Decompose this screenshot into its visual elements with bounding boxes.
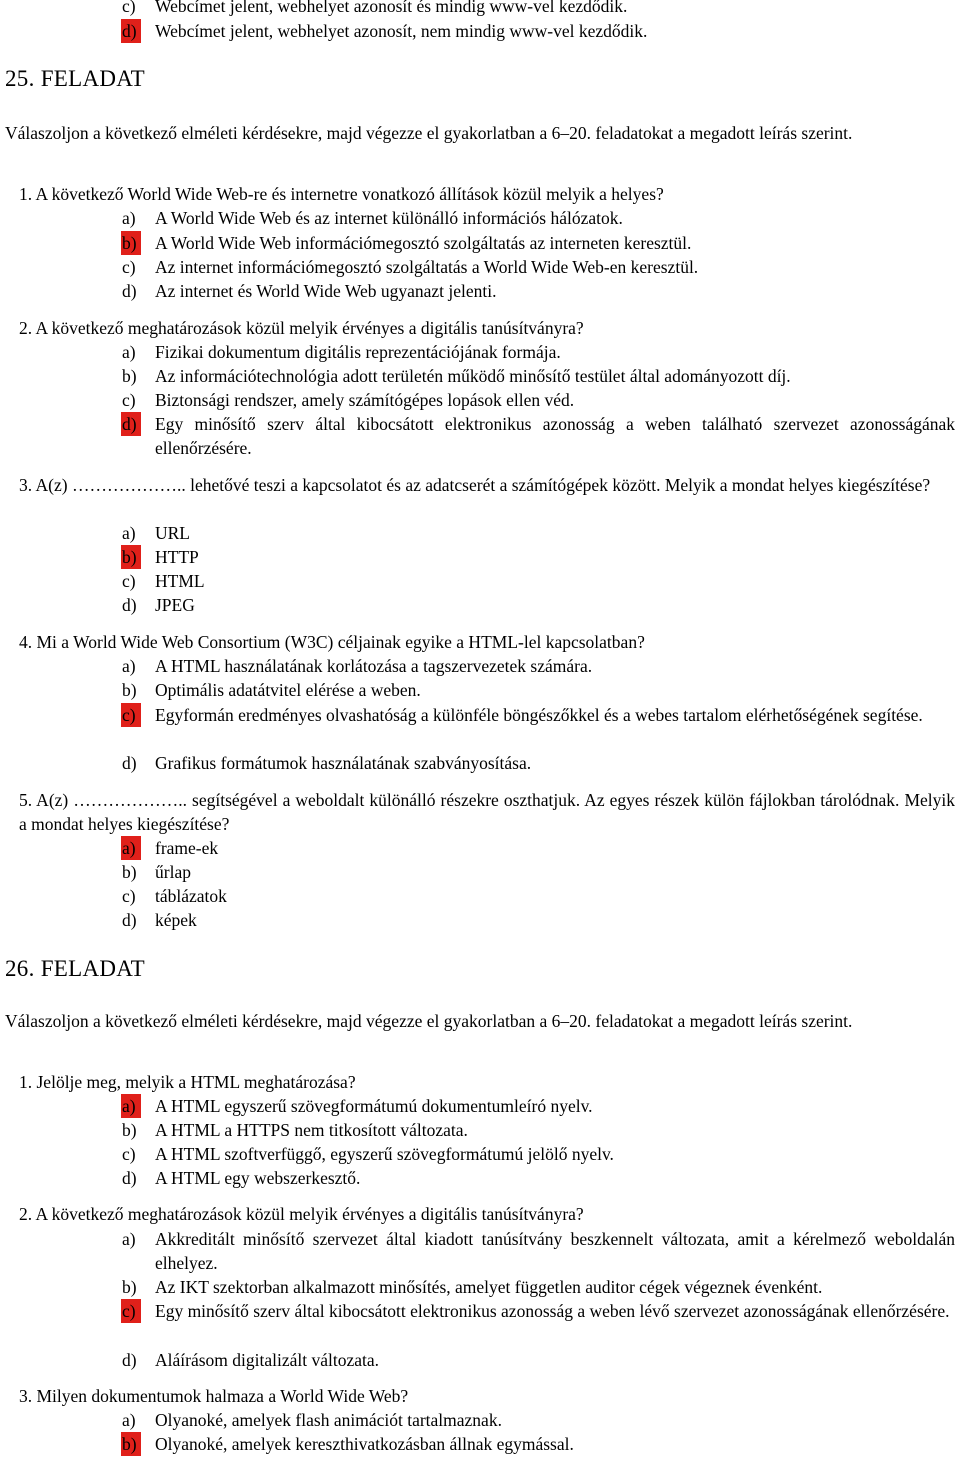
option-text: Egyformán eredményes olvashatóság a különféle böngészőkkel és a webes tartalom elérhetőségének segítése.	[155, 705, 923, 725]
option-letter: a)	[122, 1229, 136, 1249]
option-c	[122, 0, 628, 18]
option-a	[122, 521, 190, 545]
option-d	[122, 751, 532, 775]
option-text: űrlap	[155, 862, 191, 882]
option-text: frame-ek	[155, 838, 219, 858]
answer-highlight: a)	[121, 836, 141, 860]
option-b-correct	[122, 231, 692, 255]
option-a-correct	[122, 1094, 593, 1118]
question: 4. Mi a World Wide Web Consortium (W3C) céljainak egyike a HTML-lel kapcsolatban?	[19, 632, 645, 652]
option-text: Olyanoké, amelyek flash animációt tartalmaznak.	[155, 1410, 502, 1430]
option-c	[122, 569, 205, 593]
option-letter: d)	[122, 1350, 137, 1370]
option-letter: c)	[122, 886, 136, 906]
option-text: Grafikus formátumok használatának szabványosítása.	[155, 753, 532, 773]
option-b-correct	[122, 545, 199, 569]
option-c	[122, 255, 699, 279]
option-d-correct	[122, 19, 648, 43]
option-a-correct	[122, 836, 219, 860]
option-letter: d)	[122, 1168, 137, 1188]
option-text: A HTML egyszerű szövegformátumú dokumentumleíró nyelv.	[155, 1096, 593, 1116]
option-text: Egy minősítő szerv által kibocsátott elektronikus azonosság a weben található szervezet azonosságának ellenőrzésére.	[155, 414, 955, 458]
option-c-correct	[122, 703, 923, 727]
option-c	[122, 388, 575, 412]
option-letter: a)	[122, 656, 136, 676]
question: 2. A következő meghatározások közül melyik érvényes a digitális tanúsítványra?	[19, 1204, 584, 1224]
option-text: Optimális adatátvitel elérése a weben.	[155, 680, 421, 700]
option-b	[122, 860, 191, 884]
task-intro: Válaszoljon a következő elméleti kérdésekre, majd végezze el gyakorlatban a 6–20. feladatokat a megadott leírás szerint.	[5, 123, 853, 143]
option-a	[122, 1408, 502, 1432]
option-text: HTML	[155, 571, 205, 591]
option-text: JPEG	[155, 595, 195, 615]
option-letter: d)	[122, 910, 137, 930]
question: 2. A következő meghatározások közül melyik érvényes a digitális tanúsítványra?	[19, 318, 584, 338]
option-text: A World Wide Web információmegosztó szolgáltatás az interneten keresztül.	[155, 233, 692, 253]
answer-highlight: b)	[121, 231, 141, 255]
option-letter: c)	[122, 257, 136, 277]
option-text: A HTML a HTTPS nem titkosított változata.	[155, 1120, 468, 1140]
option-letter: a)	[122, 1410, 136, 1430]
option-d	[122, 908, 197, 932]
option-d	[122, 1166, 361, 1190]
option-text: Az internet és World Wide Web ugyanazt jelenti.	[155, 281, 497, 301]
option-text: Fizikai dokumentum digitális reprezentációjának formája.	[155, 342, 561, 362]
task-heading: 25. FELADAT	[5, 66, 146, 91]
option-text: A HTML egy webszerkesztő.	[155, 1168, 361, 1188]
option-letter: b)	[122, 862, 137, 882]
option-c	[122, 884, 227, 908]
option-letter: d)	[122, 595, 137, 615]
answer-highlight: a)	[121, 1094, 141, 1118]
option-a	[122, 340, 561, 364]
answer-highlight: d)	[121, 19, 141, 43]
option-text: A HTML szoftverfüggő, egyszerű szövegformátumú jelölő nyelv.	[155, 1144, 614, 1164]
option-text: Olyanoké, amelyek kereszthivatkozásban állnak egymással.	[155, 1434, 574, 1454]
option-text: Az információtechnológia adott területén működő minősítő testület által adományozott díj.	[155, 366, 791, 386]
option-letter: a)	[122, 208, 136, 228]
option-text: képek	[155, 910, 197, 930]
option-letter: c)	[122, 571, 136, 591]
option-text: Akkreditált minősítő szervezet által kiadott tanúsítvány beszkennelt változata, amit a kérelmező weboldalán elhelyez.	[155, 1229, 955, 1273]
option-a	[122, 1227, 955, 1273]
option-text: Webcímet jelent, webhelyet azonosít és mindig www-vel kezdődik.	[155, 0, 628, 16]
option-b-correct	[122, 1432, 574, 1456]
option-c-correct	[122, 1299, 950, 1323]
option-b	[122, 364, 791, 388]
question: 1. A következő World Wide Web-re és internetre vonatkozó állítások közül melyik a helyes?	[19, 184, 664, 204]
option-text: A HTML használatának korlátozása a tagszervezetek számára.	[155, 656, 593, 676]
option-text: HTTP	[155, 547, 199, 567]
option-a	[122, 206, 623, 230]
answer-highlight: c)	[121, 1299, 141, 1323]
option-b	[122, 1275, 823, 1299]
option-text: Az internet információmegosztó szolgáltatás a World Wide Web-en keresztül.	[155, 257, 699, 277]
option-letter: b)	[122, 680, 137, 700]
option-letter: c)	[122, 1144, 136, 1164]
option-a	[122, 654, 593, 678]
option-letter: a)	[122, 342, 136, 362]
option-text: Aláírásom digitalizált változata.	[155, 1350, 380, 1370]
answer-highlight: b)	[121, 545, 141, 569]
question: 3. Milyen dokumentumok halmaza a World Wide Web?	[19, 1386, 409, 1406]
question: 5. A(z) ……………….. segítségével a weboldalt különálló részekre oszthatjuk. Az egyes részek külön fájlokban tárolódnak. Melyik a mondat helyes kiegészítése?	[19, 790, 955, 834]
question: 1. Jelölje meg, melyik a HTML meghatározása?	[19, 1072, 356, 1092]
option-letter: d)	[122, 753, 137, 773]
option-text: Az IKT szektorban alkalmazott minősítés, amelyet független auditor cégek végeznek évenként.	[155, 1277, 823, 1297]
option-text: Egy minősítő szerv által kibocsátott elektronikus azonosság a weben lévő szervezet azonosságának ellenőrzésére.	[155, 1301, 950, 1321]
answer-highlight: b)	[121, 1432, 141, 1456]
option-text: táblázatok	[155, 886, 227, 906]
answer-highlight: c)	[121, 703, 141, 727]
option-letter: b)	[122, 1120, 137, 1140]
task-intro: Válaszoljon a következő elméleti kérdésekre, majd végezze el gyakorlatban a 6–20. feladatokat a megadott leírás szerint.	[5, 1011, 853, 1031]
option-letter: a)	[122, 523, 136, 543]
option-d	[122, 593, 195, 617]
option-text: Biztonsági rendszer, amely számítógépes lopások ellen véd.	[155, 390, 575, 410]
question: 3. A(z) ……………….. lehetővé teszi a kapcsolatot és az adatcserét a számítógépek között. Melyik a mondat helyes kiegészítése?	[19, 475, 931, 495]
option-b	[122, 678, 421, 702]
option-letter: d)	[122, 281, 137, 301]
option-letter: b)	[122, 1277, 137, 1297]
task-heading: 26. FELADAT	[5, 956, 146, 981]
option-text: URL	[155, 523, 190, 543]
option-letter: c)	[122, 390, 136, 410]
option-letter: c)	[122, 0, 136, 16]
option-d	[122, 279, 497, 303]
option-letter: b)	[122, 366, 137, 386]
option-d-correct	[122, 412, 955, 458]
option-text: Webcímet jelent, webhelyet azonosít, nem mindig www-vel kezdődik.	[155, 21, 648, 41]
option-c	[122, 1142, 614, 1166]
option-text: A World Wide Web és az internet különálló információs hálózatok.	[155, 208, 623, 228]
option-d	[122, 1348, 380, 1372]
answer-highlight: d)	[121, 412, 141, 436]
option-b	[122, 1118, 468, 1142]
